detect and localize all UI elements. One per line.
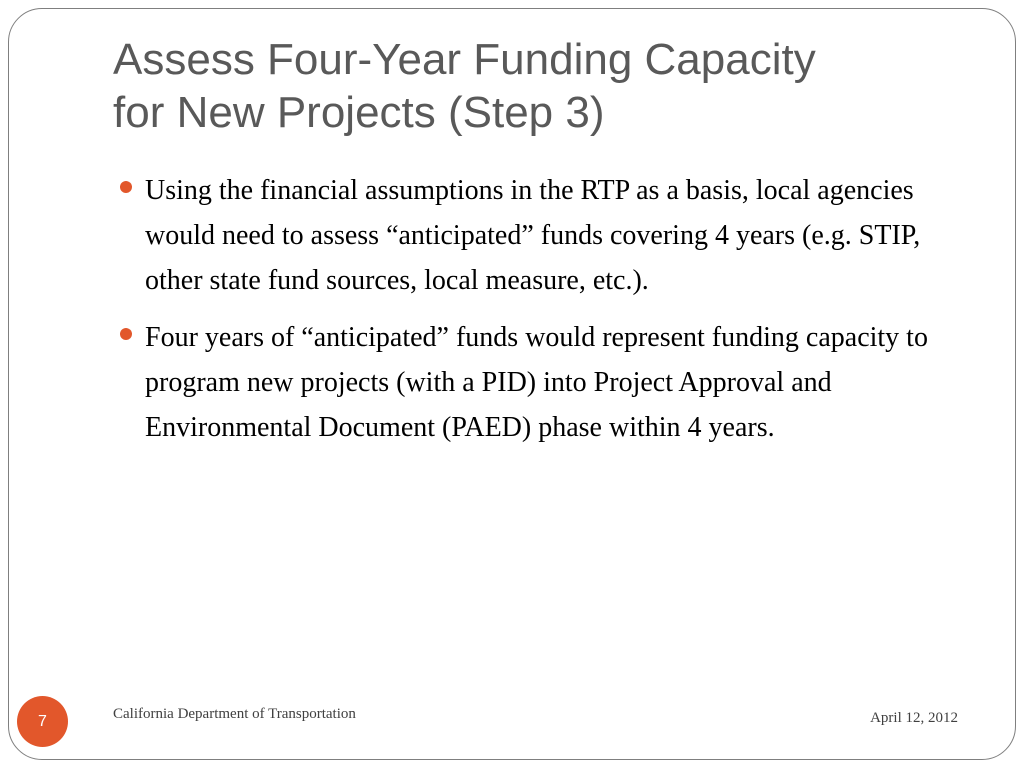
bullet-item bbox=[120, 315, 950, 450]
bullet-dot-icon bbox=[120, 328, 132, 340]
page-number: 7 bbox=[38, 712, 47, 730]
bullet-list bbox=[120, 168, 950, 462]
slide-title-line-2: for New Projects (Step 3) bbox=[113, 88, 605, 137]
footer-date: April 12, 2012 bbox=[870, 710, 958, 726]
footer-organization: California Department of Transportation bbox=[113, 706, 356, 722]
bullet-text: Using the financial assumptions in the RTP as a basis, local agencies would need to assess “anticipated” funds covering 4 years (e.g. STIP, other state fund sources, local measure, etc.). bbox=[145, 175, 921, 296]
bullet-text: Four years of “anticipated” funds would represent funding capacity to program new projects (with a PID) into Project Approval and Environmental Document (PAED) phase within 4 years. bbox=[145, 322, 928, 443]
slide-title bbox=[113, 33, 973, 139]
page-number-badge bbox=[17, 696, 68, 747]
bullet-item bbox=[120, 168, 950, 303]
slide-title-line-1: Assess Four-Year Funding Capacity bbox=[113, 35, 816, 84]
bullet-dot-icon bbox=[120, 181, 132, 193]
